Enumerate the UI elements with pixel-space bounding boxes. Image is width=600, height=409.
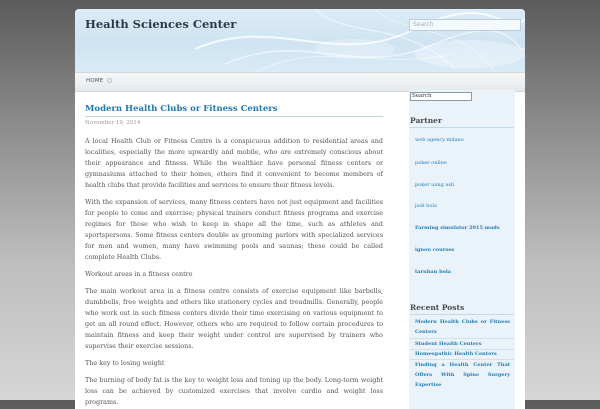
partner-link[interactable]: Farming simulator 2015 mods bbox=[415, 225, 500, 231]
partner-link[interactable]: ignou courses bbox=[415, 247, 455, 253]
post-paragraph: A local Health Club or Fitness Centre is a conspicuous addition to residential areas and localities, especially the more upwardly and mobile, who are extremely conscious about their appearance and fitness. While the wealthier have personal fitness centers or gymnasiums attached to their homes, others find it convenient to become members of health clubs that provide facilities and services to ensure their fitness levels. bbox=[85, 137, 383, 189]
nav-bar bbox=[75, 72, 525, 92]
partner-link[interactable]: poker online bbox=[415, 160, 447, 166]
site-header bbox=[75, 9, 525, 72]
header-search-input[interactable]: Search bbox=[409, 19, 521, 31]
recent-post-link[interactable]: Student Health Centers bbox=[415, 341, 482, 347]
sidebar-search-input[interactable]: Search bbox=[410, 92, 472, 101]
recent-posts-heading: Recent Posts bbox=[410, 303, 514, 315]
post-title[interactable]: Modern Health Clubs or Fitness Centers bbox=[85, 104, 383, 117]
partner-heading: Partner bbox=[410, 116, 514, 128]
nav-separator-icon bbox=[107, 78, 112, 83]
post-subheading: The key to losing weight bbox=[85, 359, 165, 367]
recent-post-link[interactable]: Modern Health Clubs or Fitness Centers bbox=[415, 319, 510, 335]
nav-home-link[interactable]: HOME bbox=[86, 78, 104, 84]
recent-post-link[interactable]: Finding a Health Center That Offers With Spine Surgery Expertise bbox=[415, 362, 510, 388]
post-paragraph: The main workout area in a fitness centre consists of exercise equipment like barbells, dumbbells, free weights and others like stationery cycles and treadmills. Generally, people who work out in such fitness centers divide their time exercising on various equipment to get an all round effect. However, others who are required to follow certain procedures to maintain fitness and keep their weight under control are supervised by trainers who supervise their exercise sessions. bbox=[85, 287, 383, 350]
post-subheading: Workout areas in a fitness centre bbox=[85, 270, 193, 278]
partner-link[interactable]: web agency milano bbox=[415, 137, 464, 143]
sidebar bbox=[409, 90, 515, 409]
page-container bbox=[75, 9, 525, 409]
partner-link[interactable]: taruhan bola bbox=[415, 269, 452, 275]
main-content bbox=[85, 104, 383, 409]
post-paragraph: With the expansion of services, many fitness centers have not just equipment and facilities for people to come and exercise; physical trainers conduct fitness programs and exercise regimes for those who wish to keep in shape all the time, such as athletes and sportspersons. Some fitness centers double as grooming parlors with specialized services for men and women, many have swimming pools and saunas; these could be called complete Health Clubs. bbox=[85, 198, 383, 261]
partner-link[interactable]: poker uang asli bbox=[415, 182, 455, 188]
post-paragraph: The burning of body fat is the key to weight loss and toning up the body. Long-term weight loss can be achieved by customized exercises that involve cardio and weight loss programs. bbox=[85, 376, 383, 406]
recent-post-link[interactable]: Homeopathic Health Centers bbox=[415, 351, 497, 357]
post-date: November 19, 2014 bbox=[85, 120, 141, 126]
site-title[interactable]: Health Sciences Center bbox=[85, 17, 237, 31]
partner-link[interactable]: judi bola bbox=[415, 203, 437, 209]
